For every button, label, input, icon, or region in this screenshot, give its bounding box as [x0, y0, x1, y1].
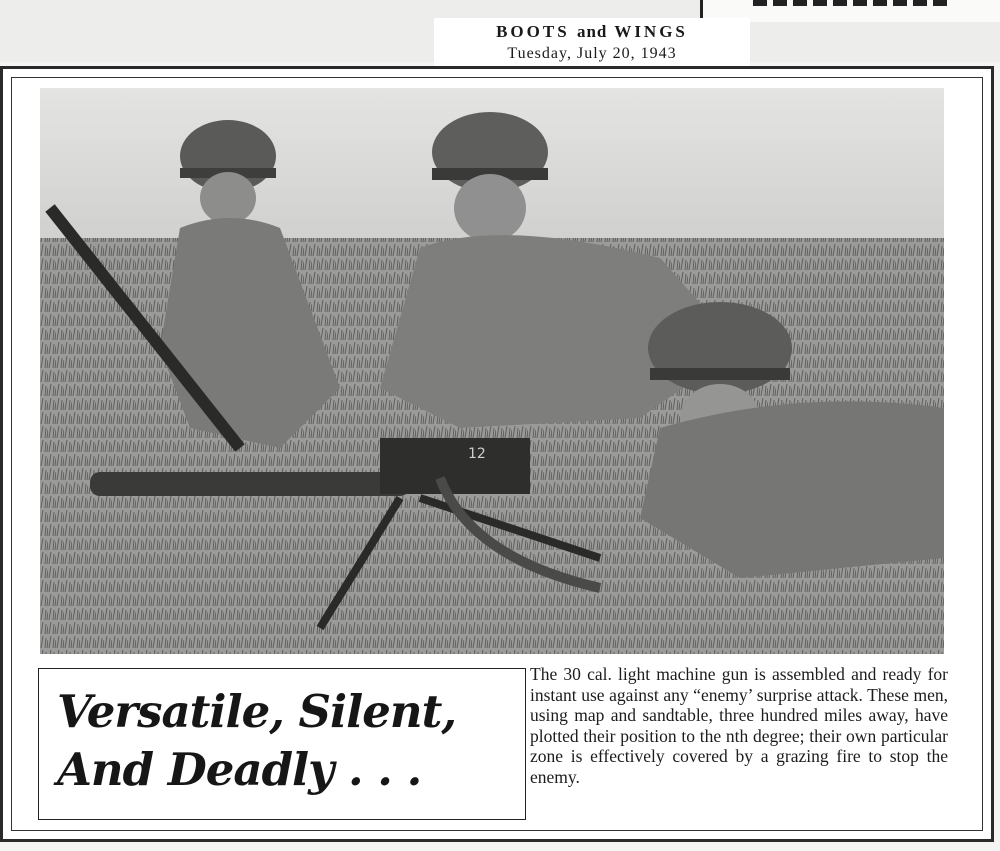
headline-line-1: Versatile, Silent,	[57, 685, 457, 738]
title-boots: BOOTS	[496, 22, 570, 41]
article-photo	[40, 88, 944, 654]
article-headline	[57, 683, 527, 799]
gun-marking: 12	[468, 446, 486, 462]
title-wings: WINGS	[614, 22, 688, 41]
headline-line-2: And Deadly . . .	[57, 743, 422, 796]
title-and: and	[576, 22, 608, 41]
newspaper-title	[434, 22, 750, 42]
issue-date: Tuesday, July 20, 1943	[507, 45, 677, 62]
headline-box	[38, 668, 526, 820]
soldiers-machine-gun-illustration	[40, 88, 944, 654]
photo-caption: The 30 cal. light machine gun is assembled and ready for instant use against any “enemy’ surprise attack. These men, using map and sandtable, three hundred miles away, have plotted their position to the nth degree; their own particular zone is effectively covered by a grazing fire to stop the enemy.	[530, 664, 948, 787]
masthead	[434, 18, 750, 70]
